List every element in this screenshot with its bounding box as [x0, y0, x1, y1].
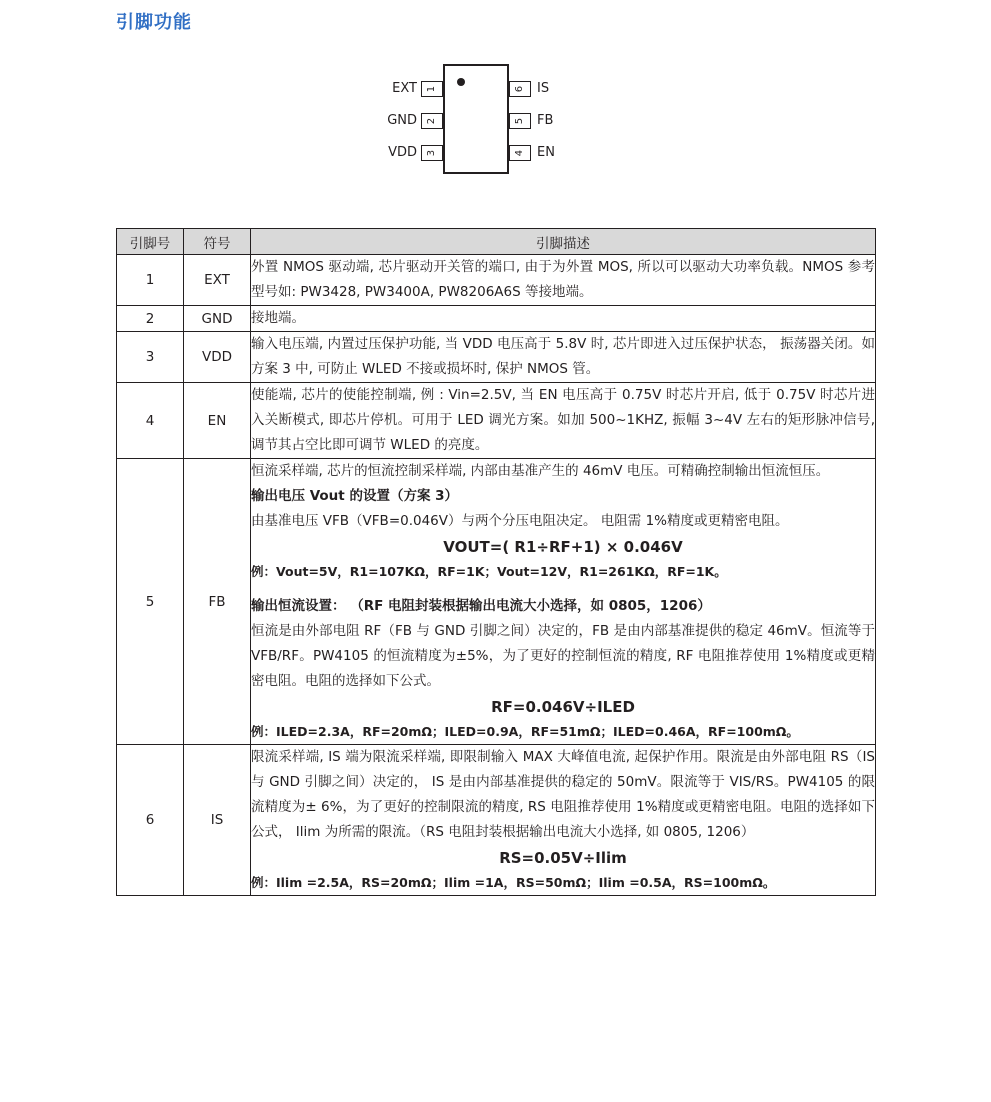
pin-number-2: 2: [426, 117, 437, 125]
description-paragraph: VOUT=( R1÷RF+1) × 0.046V: [443, 538, 683, 556]
description-paragraph: 例：Vout=5V，R1=107KΩ，RF=1K；Vout=12V，R1=261KΩ，RF=1K。: [251, 564, 727, 579]
pin-number-5: 5: [514, 117, 525, 125]
table-row: [117, 255, 876, 306]
pin-box-5: [509, 113, 531, 129]
table-row: [117, 306, 876, 332]
page-title: 引脚功能: [116, 12, 192, 33]
table-row: [117, 745, 876, 896]
table-header-row: [117, 229, 876, 255]
cell-symbol: IS: [184, 745, 251, 896]
cell-symbol: GND: [184, 306, 251, 332]
pin1-dot-icon: [457, 78, 465, 86]
cell-pin-number: 3: [117, 332, 184, 383]
cell-symbol: FB: [184, 459, 251, 745]
description-paragraph: [251, 584, 875, 594]
cell-pin-number: 4: [117, 383, 184, 459]
cell-pin-number: 5: [117, 459, 184, 745]
pin-box-1: [421, 81, 443, 97]
cell-description: [251, 332, 876, 383]
pin-number-3: 3: [426, 149, 437, 157]
pin-box-6: [509, 81, 531, 97]
description-paragraph: 例：ILED=2.3A，RF=20mΩ；ILED=0.9A，RF=51mΩ；ILED=0.46A，RF=100mΩ。: [251, 724, 799, 739]
description-paragraph: 恒流采样端, 芯片的恒流控制采样端, 内部由基准产生的 46mV 电压。可精确控制输出恒流恒压。: [251, 463, 830, 479]
pin-label-gnd: GND: [387, 113, 417, 128]
description-paragraph: 输出恒流设置： （RF 电阻封装根据输出电流大小选择，如 0805，1206）: [251, 598, 711, 614]
cell-description: [251, 383, 876, 459]
pin-function-table: [116, 228, 876, 896]
cell-description: [251, 306, 876, 332]
pin-label-en: EN: [537, 145, 555, 160]
pin-box-2: [421, 113, 443, 129]
cell-symbol: VDD: [184, 332, 251, 383]
table-row: [117, 383, 876, 459]
cell-symbol: EXT: [184, 255, 251, 306]
cell-pin-number: 6: [117, 745, 184, 896]
column-header-symbol: 符号: [184, 229, 251, 255]
description-paragraph: 输入电压端, 内置过压保护功能, 当 VDD 电压高于 5.8V 时, 芯片即进入过压保护状态， 振荡器关闭。如方案 3 中, 可防止 WLED 不接或损坏时, 保护 NMOS 管。: [251, 336, 875, 377]
pin-label-vdd: VDD: [388, 145, 417, 160]
table-row: [117, 459, 876, 745]
description-paragraph: 输出电压 Vout 的设置（方案 3）: [251, 488, 459, 504]
pin-label-is: IS: [537, 81, 550, 96]
pin-label-ext: EXT: [392, 81, 417, 96]
table-body: [117, 255, 876, 896]
pin-number-4: 4: [514, 149, 525, 157]
cell-description: [251, 255, 876, 306]
description-paragraph: 接地端。: [251, 310, 305, 326]
column-header-description: 引脚描述: [251, 229, 876, 255]
description-paragraph: RF=0.046V÷ILED: [491, 698, 635, 716]
cell-description: [251, 745, 876, 896]
package-diagram: [0, 58, 991, 198]
cell-pin-number: 1: [117, 255, 184, 306]
cell-description: [251, 459, 876, 745]
package-body-icon: [443, 64, 509, 174]
pin-label-fb: FB: [537, 113, 554, 128]
description-paragraph: 限流采样端, IS 端为限流采样端, 即限制输入 MAX 大峰值电流, 起保护作用。限流是由外部电阻 RS（IS 与 GND 引脚之间）决定的， IS 是由内部基准提供的稳定的 50mV。限流等于 VIS/RS。PW4105 的限流精度为± 6%，为了更好的控制限流的精度, RS 电阻推荐使用 1%精度或更精密电阻。电阻的选择如下公式， Ilim 为所需的限流。（RS 电阻封装根据输出电流大小选择, 如 0805, 1206）: [251, 749, 875, 840]
pin-number-6: 6: [514, 85, 525, 93]
pin-number-1: 1: [426, 85, 437, 93]
description-paragraph: 外置 NMOS 驱动端, 芯片驱动开关管的端口, 由于为外置 MOS, 所以可以驱动大功率负载。NMOS 参考型号如: PW3428, PW3400A, PW8206A6S 等接地端。: [251, 259, 875, 300]
cell-symbol: EN: [184, 383, 251, 459]
description-paragraph: 恒流是由外部电阻 RF（FB 与 GND 引脚之间）决定的，FB 是由内部基准提供的稳定 46mV。恒流等于 VFB/RF。PW4105 的恒流精度为±5%，为了更好的控制恒流的精度, RF 电阻推荐使用 1%精度或更精密电阻。电阻的选择如下公式。: [251, 623, 875, 689]
description-paragraph: 例：Ilim =2.5A，RS=20mΩ；Ilim =1A，RS=50mΩ；Ilim =0.5A，RS=100mΩ。: [251, 875, 776, 890]
pin-box-4: [509, 145, 531, 161]
pin-box-3: [421, 145, 443, 161]
description-paragraph: RS=0.05V÷Ilim: [499, 849, 627, 867]
cell-pin-number: 2: [117, 306, 184, 332]
description-paragraph: 由基准电压 VFB（VFB=0.046V）与两个分压电阻决定。 电阻需 1%精度或更精密电阻。: [251, 513, 789, 529]
column-header-pin-number: 引脚号: [117, 229, 184, 255]
description-paragraph: 使能端, 芯片的使能控制端, 例 : Vin=2.5V, 当 EN 电压高于 0.75V 时芯片开启, 低于 0.75V 时芯片进入关断模式, 即芯片停机。可用于 LED 调光方案。如加 500~1KHZ, 振幅 3~4V 左右的矩形脉冲信号, 调节其占空比即可调节 WLED 的亮度。: [251, 387, 875, 453]
table-row: [117, 332, 876, 383]
